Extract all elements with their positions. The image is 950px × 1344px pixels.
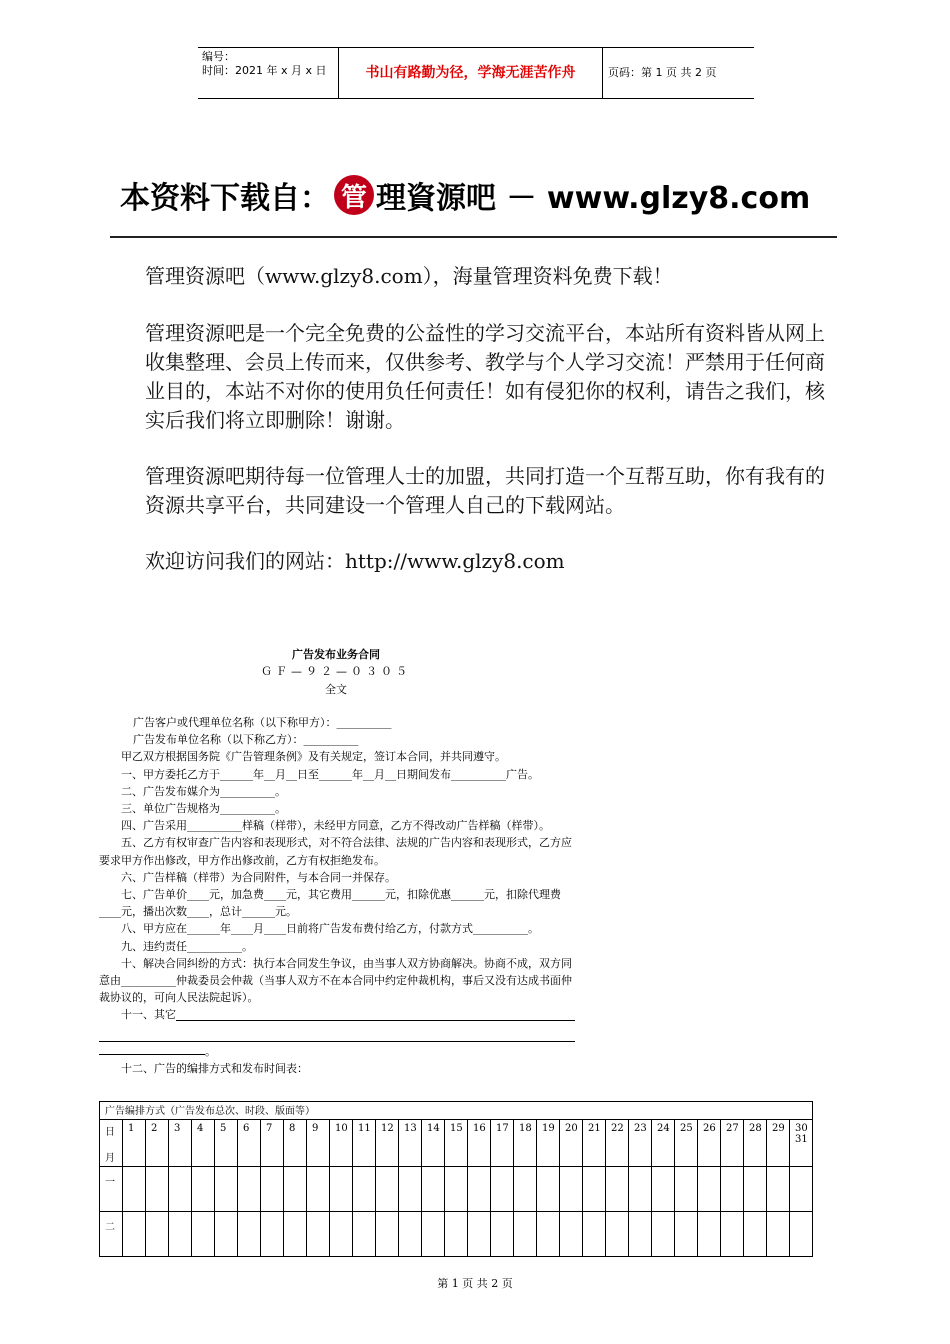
clause-9: 九、违约责任__________。: [121, 939, 253, 953]
clause-1: 一、甲方委托乙方于______年__月__日至______年__月__日期间发布__________广告。: [121, 767, 539, 781]
schedule-cell: [146, 1167, 169, 1212]
day-cell: 6: [238, 1120, 261, 1167]
download-banner: [120, 172, 810, 218]
schedule-cell: [583, 1212, 606, 1257]
day-cell: 27: [721, 1120, 744, 1167]
schedule-header: 广告编排方式（广告发布总次、时段、版面等）: [100, 1102, 813, 1120]
schedule-cell: [445, 1212, 468, 1257]
promo-paragraph-2: 管理资源吧是一个完全免费的公益性的学习交流平台，本站所有资料皆从网上收集整理、会员上传而来，仅供参考、教学与个人学习交流！严禁用于任何商业目的，本站不对你的使用负任何责任！如有侵犯你的权利，请告之我们，核实后我们将立即删除！谢谢。: [145, 321, 825, 432]
day-cell: 22: [606, 1120, 629, 1167]
banner-brand: 理資源吧 － www.glzy8.com: [376, 181, 811, 216]
schedule-cell: [399, 1212, 422, 1257]
schedule-cell: [606, 1167, 629, 1212]
schedule-cell: [698, 1212, 721, 1257]
date-label: 时间：2021 年 x 月 x 日: [202, 64, 327, 77]
schedule-cell: [422, 1167, 445, 1212]
schedule-cell: [790, 1167, 813, 1212]
schedule-cell: [537, 1167, 560, 1212]
schedule-cell: [744, 1212, 767, 1257]
clause-12: 十二、广告的编排方式和发布时间表：: [121, 1061, 308, 1075]
schedule-cell: [652, 1212, 675, 1257]
schedule-cell: [675, 1167, 698, 1212]
schedule-cell: [491, 1212, 514, 1257]
clause-party-b: 广告发布单位名称（以下称乙方）：__________: [133, 733, 359, 747]
schedule-cell: [353, 1212, 376, 1257]
schedule-cell: [353, 1167, 376, 1212]
schedule-cell: [422, 1212, 445, 1257]
day-cell: 3: [169, 1120, 192, 1167]
day-cell: 15: [445, 1120, 468, 1167]
clause-7: 七、广告单价____元，加急费____元，其它费用______元，扣除优惠______元，扣除代理费____元，播出次数____，总计______元。: [99, 888, 561, 919]
day-cell: 13: [399, 1120, 422, 1167]
schedule-cell: [330, 1167, 353, 1212]
month-label: 一: [100, 1167, 123, 1212]
fill-line: [99, 1024, 575, 1042]
logo-icon: 管: [334, 175, 374, 215]
clause-5: 五、乙方有权审查广告内容和表现形式，对不符合法律、法规的广告内容和表现形式，乙方应要求甲方作出修改，甲方作出修改前，乙方有权拒绝发布。: [99, 836, 572, 867]
schedule-cell: [606, 1212, 629, 1257]
day-cell: 7: [261, 1120, 284, 1167]
clause-11-end: [99, 1042, 575, 1060]
day-cell: 14: [422, 1120, 445, 1167]
day-cell: 20: [560, 1120, 583, 1167]
schedule-cell: [376, 1167, 399, 1212]
schedule-cell: [537, 1212, 560, 1257]
schedule-cell: [468, 1212, 491, 1257]
day-cell: 11: [353, 1120, 376, 1167]
schedule-cell: [721, 1167, 744, 1212]
fill-line: [99, 1042, 205, 1055]
day-cell: 28: [744, 1120, 767, 1167]
clause-10: 十、解决合同纠纷的方式：执行本合同发生争议，由当事人双方协商解决。协商不成，双方同意由__________仲裁委员会仲裁（当事人双方不在本合同中约定仲裁机构，事后又没有达成书面仲裁协议的，可向人民法院起诉）。: [99, 956, 572, 1005]
contract-code: ＧＦ—９２—０３０５: [261, 665, 411, 678]
serial-label: 编号：: [202, 50, 235, 63]
clause-2: 二、广告发布媒介为__________。: [121, 784, 286, 798]
schedule-cell: [146, 1212, 169, 1257]
day-cell: 8: [284, 1120, 307, 1167]
clause-11: [99, 1006, 575, 1023]
day-cell: 1: [123, 1120, 146, 1167]
schedule-cell: [629, 1212, 652, 1257]
schedule-cell: [169, 1212, 192, 1257]
schedule-cell: [399, 1167, 422, 1212]
promo-paragraph-4: 欢迎访问我们的网站：http://www.glzy8.com: [145, 549, 565, 573]
schedule-cell: [215, 1167, 238, 1212]
promo-join: [145, 462, 825, 520]
month-day-label: 日 月: [100, 1120, 123, 1167]
day-cell: 10: [330, 1120, 353, 1167]
schedule-cell: [376, 1212, 399, 1257]
schedule-cell: [491, 1167, 514, 1212]
schedule-cell: [675, 1212, 698, 1257]
day-cell: 29: [767, 1120, 790, 1167]
schedule-cell: [468, 1167, 491, 1212]
schedule-cell: [721, 1212, 744, 1257]
day-cell: 4: [192, 1120, 215, 1167]
schedule-cell: [192, 1167, 215, 1212]
schedule-cell: [307, 1212, 330, 1257]
contract-title: 广告发布业务合同: [292, 648, 380, 661]
day-cell-last: 30 31: [790, 1120, 813, 1167]
day-cell: 26: [698, 1120, 721, 1167]
schedule-cell: [261, 1167, 284, 1212]
day-cell: 17: [491, 1120, 514, 1167]
schedule-cell: [123, 1212, 146, 1257]
day-cell: 9: [307, 1120, 330, 1167]
day-cell: 5: [215, 1120, 238, 1167]
schedule-cell: [123, 1167, 146, 1212]
schedule-cell: [744, 1167, 767, 1212]
schedule-cell: [238, 1167, 261, 1212]
clause-party-a: 广告客户或代理单位名称（以下称甲方）：__________: [133, 716, 392, 729]
day-cell: 21: [583, 1120, 606, 1167]
page-footer: 第 1 页 共 2 页: [437, 1277, 513, 1290]
schedule-cell: [629, 1167, 652, 1212]
promo-about: [145, 319, 825, 435]
clause-4: 四、广告采用__________样稿（样带），未经甲方同意，乙方不得改动广告样稿（样带）。: [121, 819, 550, 833]
day-cell: 12: [376, 1120, 399, 1167]
schedule-table: [99, 1101, 813, 1257]
clause-8: 八、甲方应在______年____月____日前将广告发布费付给乙方，付款方式__________。: [121, 922, 539, 936]
promo-paragraph-1: 管理资源吧（www.glzy8.com），海量管理资料免费下载！: [145, 264, 673, 288]
header-motto: 书山有路勤为径，学海无涯苦作舟: [338, 48, 603, 98]
promo-intro: [145, 262, 825, 291]
schedule-cell: [169, 1167, 192, 1212]
schedule-cell: [560, 1167, 583, 1212]
month-label: 二: [100, 1212, 123, 1257]
promo-visit: [145, 547, 825, 576]
header-meta: [202, 50, 338, 78]
day-cell: 19: [537, 1120, 560, 1167]
schedule-cell: [215, 1212, 238, 1257]
clause-preamble: 甲乙双方根据国务院《广告管理条例》及有关规定，签订本合同，并共同遵守。: [121, 750, 506, 764]
schedule-cell: [238, 1212, 261, 1257]
day-cell: 2: [146, 1120, 169, 1167]
day-cell: 16: [468, 1120, 491, 1167]
page-number-label: 页码：第 1 页 共 2 页: [608, 66, 717, 79]
day-cell: 23: [629, 1120, 652, 1167]
clause-11-label: 十一、其它: [121, 1008, 176, 1022]
banner-prefix: 本资料下载自：: [120, 181, 330, 216]
schedule-cell: [445, 1167, 468, 1212]
day-cell: 18: [514, 1120, 537, 1167]
schedule-cell: [652, 1167, 675, 1212]
clause-3: 三、单位广告规格为__________。: [121, 802, 286, 816]
day-cell: 25: [675, 1120, 698, 1167]
schedule-cell: [514, 1167, 537, 1212]
schedule-cell: [284, 1212, 307, 1257]
schedule-cell: [583, 1167, 606, 1212]
schedule-cell: [514, 1212, 537, 1257]
schedule-cell: [790, 1212, 813, 1257]
page-header: [198, 47, 754, 99]
schedule-cell: [767, 1167, 790, 1212]
schedule-cell: [767, 1212, 790, 1257]
contract-body: [99, 714, 575, 1077]
clause-6: 六、广告样稿（样带）为合同附件，与本合同一并保存。: [121, 870, 396, 884]
clause-11-period: 。: [205, 1044, 216, 1058]
schedule-cell: [192, 1212, 215, 1257]
contract-subtitle: 全文: [325, 683, 347, 696]
schedule-cell: [698, 1167, 721, 1212]
schedule-cell: [307, 1167, 330, 1212]
promo-paragraph-3: 管理资源吧期待每一位管理人士的加盟，共同打造一个互帮互助，你有我有的资源共享平台，共同建设一个管理人自己的下载网站。: [145, 464, 825, 517]
banner-divider: [110, 236, 837, 238]
schedule-cell: [560, 1212, 583, 1257]
schedule-cell: [261, 1212, 284, 1257]
day-cell: 24: [652, 1120, 675, 1167]
fill-line: [176, 1006, 575, 1020]
schedule-cell: [330, 1212, 353, 1257]
schedule-cell: [284, 1167, 307, 1212]
